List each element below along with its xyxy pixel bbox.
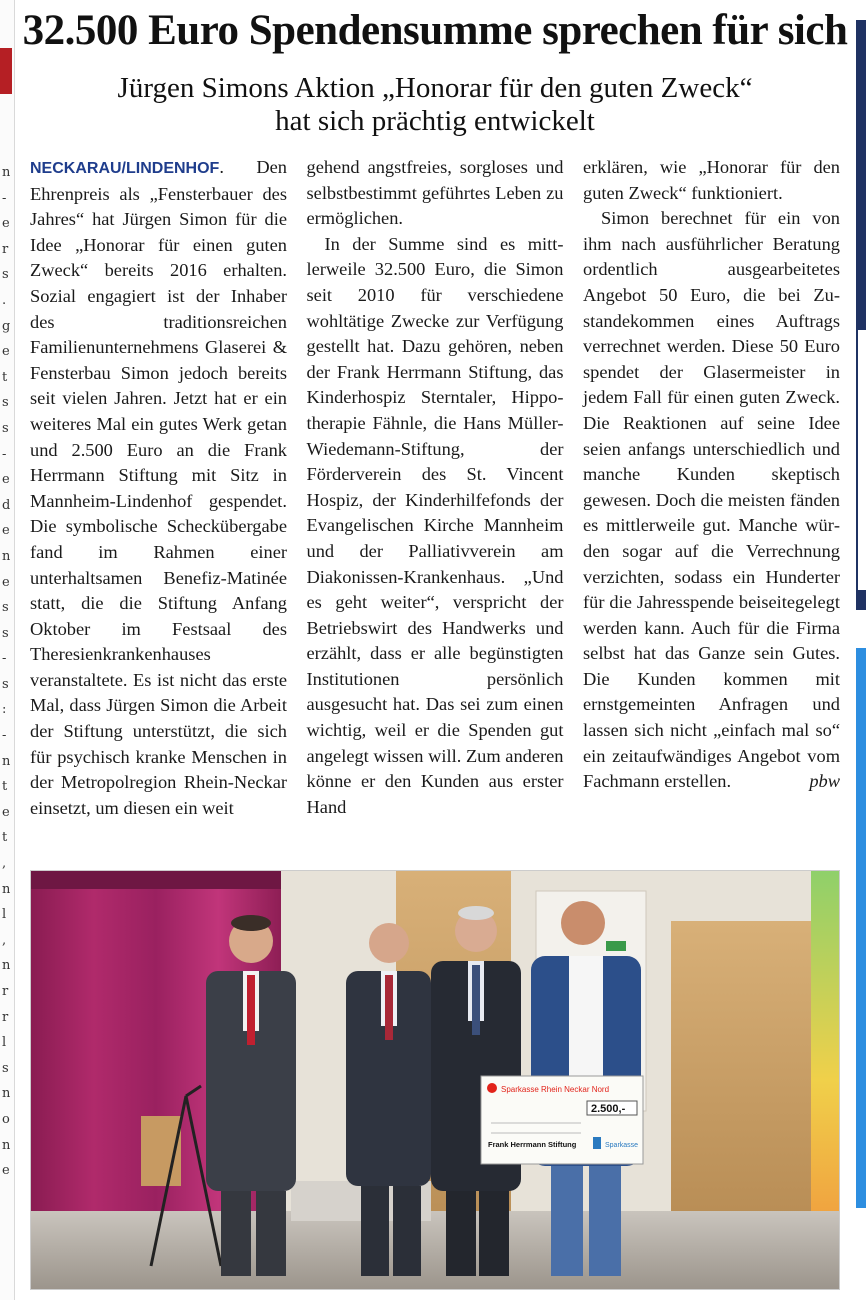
left-margin-strip	[0, 0, 15, 1300]
left-margin-char: l	[2, 907, 7, 923]
left-margin-char: s	[2, 625, 9, 641]
subheadline	[20, 72, 850, 138]
donation-check	[481, 1076, 643, 1164]
check-bank-name: Sparkasse Rhein Neckar Nord	[501, 1085, 610, 1094]
left-margin-char: s	[2, 267, 9, 283]
left-margin-char: ,	[2, 932, 7, 948]
left-margin-char: s	[2, 600, 9, 616]
left-margin-char: n	[2, 548, 11, 564]
left-margin-char: e	[2, 574, 10, 590]
article-column-2	[307, 155, 564, 845]
article-column-3	[583, 155, 840, 845]
right-margin-light-blue	[856, 648, 866, 1208]
left-margin-char: :	[2, 702, 7, 718]
sparkasse-s-icon	[487, 1083, 497, 1093]
left-margin-red-block	[0, 48, 12, 94]
dateline: NECKARAU/LINDENHOF	[30, 160, 220, 177]
byline: pbw	[809, 771, 840, 792]
left-margin-char: n	[2, 165, 11, 180]
check-payee: Frank Herrmann Stiftung	[488, 1140, 577, 1149]
left-margin-char: l	[2, 1035, 7, 1051]
check-logo-text: Sparkasse	[605, 1142, 639, 1149]
left-margin-char: n	[2, 1137, 11, 1153]
article-paragraph: gehend angstfreies, sorgloses und selbstbestimmt geführtes Leben zu ermöglichen.	[306, 157, 564, 229]
left-margin-char: ,	[2, 856, 7, 872]
left-margin-char: -	[2, 190, 7, 206]
subheadline-line-1: Jürgen Simons Aktion „Honorar für den guten Zweck“	[117, 72, 753, 104]
left-margin-char: e	[2, 344, 10, 360]
left-margin-char: s	[2, 395, 9, 411]
article-paragraph: erklären, wie „Honorar für den guten Zweck“ funktioniert.	[583, 157, 840, 203]
paragraph-text: Simon berechnet für ein von ihm nach ausführlicher Beratung ordentlich ausgearbeitetes Angebot 50 Euro, die bei Zustandekommen eines Auftrags verrechnet werden. Diese 50 Euro spendet der Glasermeister in jedem Fall für einen guten Zweck. Die Reaktionen auf seine Idee seien anfangs unterschiedlich und manche Kunden skeptisch gewesen. Doch die meisten fänden es mittlerweile gut. Manche würden sogar auf die Verrechnung verzichten, sodass ein Hunderter für die Jahresspende beiseitegelegt werden kann. Auch für die Firma selbst hat das Ganze sein Gutes. Die Kunden kommen mit ernstgemeinten Anfragen und lassen sich nicht „einfach mal so“ ein zeitaufwändiges Angebot vom Fachmann erstellen.	[583, 208, 840, 792]
left-margin-char: n	[2, 881, 11, 897]
left-margin-char: t	[2, 830, 8, 846]
right-margin-strip	[856, 0, 866, 1300]
left-margin-char: e	[2, 472, 10, 488]
left-margin-char: e	[2, 523, 10, 539]
left-margin-char: .	[2, 292, 7, 308]
left-margin-char: d	[2, 497, 11, 513]
left-margin-char: e	[2, 1163, 10, 1179]
exit-sign	[606, 941, 626, 951]
article-photo	[30, 870, 840, 1290]
article-paragraph	[30, 155, 287, 821]
right-margin-white-box	[856, 330, 866, 590]
photo-floor	[31, 1211, 839, 1289]
paragraph-text: . Den Ehrenpreis als „Fensterbauer des Jahres“ hat Jürgen Simon für die Idee „Honorar für einen guten Zweck“ bereits 2016 erhalten. Sozial engagiert ist der Inhaber des traditionsreichen Familienunternehmens Glaserei & Fensterbau Simon jedoch bereits seit vielen Jahren. Jetzt hat er ein weiteres Mal ein gutes Werk getan und 2.500 Euro an die Frank Herrmann Stiftung mit Sitz in Mannheim-Lindenhof gespendet. Die symbolische Scheckübergabe fand im Rahmen einer unterhaltsamen Benefiz-Matinée statt, die die Stiftung Anfang Oktober im Festsaal des Theresienkrankenhauses veranstaltete. Es ist nicht das erste Mal, dass Jürgen Simon die Arbeit der Stiftung unterstützt, die sich für psychisch kranke Menschen in der Metropolregion Rhein-Neckar einsetzt, um diesen ein weit	[30, 157, 287, 818]
left-margin-text	[2, 160, 12, 1260]
left-margin-char: s	[2, 676, 9, 692]
article-column-1	[30, 155, 287, 845]
left-margin-char: t	[2, 779, 8, 795]
article-body	[30, 155, 840, 845]
left-margin-char: -	[2, 651, 7, 667]
left-margin-char: e	[2, 216, 10, 232]
left-margin-char: n	[2, 958, 11, 974]
left-margin-char: t	[2, 369, 8, 385]
article-paragraph	[583, 206, 840, 795]
left-margin-char: -	[2, 446, 7, 462]
left-margin-char: o	[2, 1111, 10, 1127]
article-paragraph: In der Summe sind es mittlerweile 32.500 Euro, die Simon seit 2010 für verschiedene wohltätige Zwecke zur Verfügung gestellt hat. Dazu gehören, neben der Frank Herrmann Stiftung, das Kinderhospiz Sterntaler, Hippotherapie Fähnle, die Hans Müller-Wiedemann-Stiftung, der Förderverein des St. Vincent Hospiz, der Kinderhilfefonds der Evangelischen Kirche Mannheim und der Palliativverein am Diakonissen-Krankenhaus. „Und es geht weiter“, verspricht der Betriebswirt des Handwerks und erzählt, dass er alle begünstigten Institutionen persönlich ausgesucht hat. Das sei zum einen wichtig, weil er die Spenden gut angelegt wissen will. Zum anderen könne er den Kunden aus erster Hand	[306, 233, 564, 817]
left-margin-char: n	[2, 753, 11, 769]
left-margin-char: -	[2, 728, 7, 744]
left-margin-char: g	[2, 318, 11, 334]
left-margin-char: r	[2, 1009, 9, 1025]
left-margin-char: e	[2, 804, 10, 820]
subheadline-line-2: hat sich prächtig entwickelt	[275, 105, 595, 137]
check-amount: 2.500,-	[591, 1103, 626, 1115]
left-margin-char: s	[2, 420, 9, 436]
left-margin-char: n	[2, 1086, 11, 1102]
headline: 32.500 Euro Spendensumme sprechen für sich	[22, 7, 848, 54]
left-margin-char: r	[2, 241, 9, 257]
photo-wood-panel	[671, 921, 811, 1211]
left-margin-char: s	[2, 1060, 9, 1076]
left-margin-char: r	[2, 984, 9, 999]
